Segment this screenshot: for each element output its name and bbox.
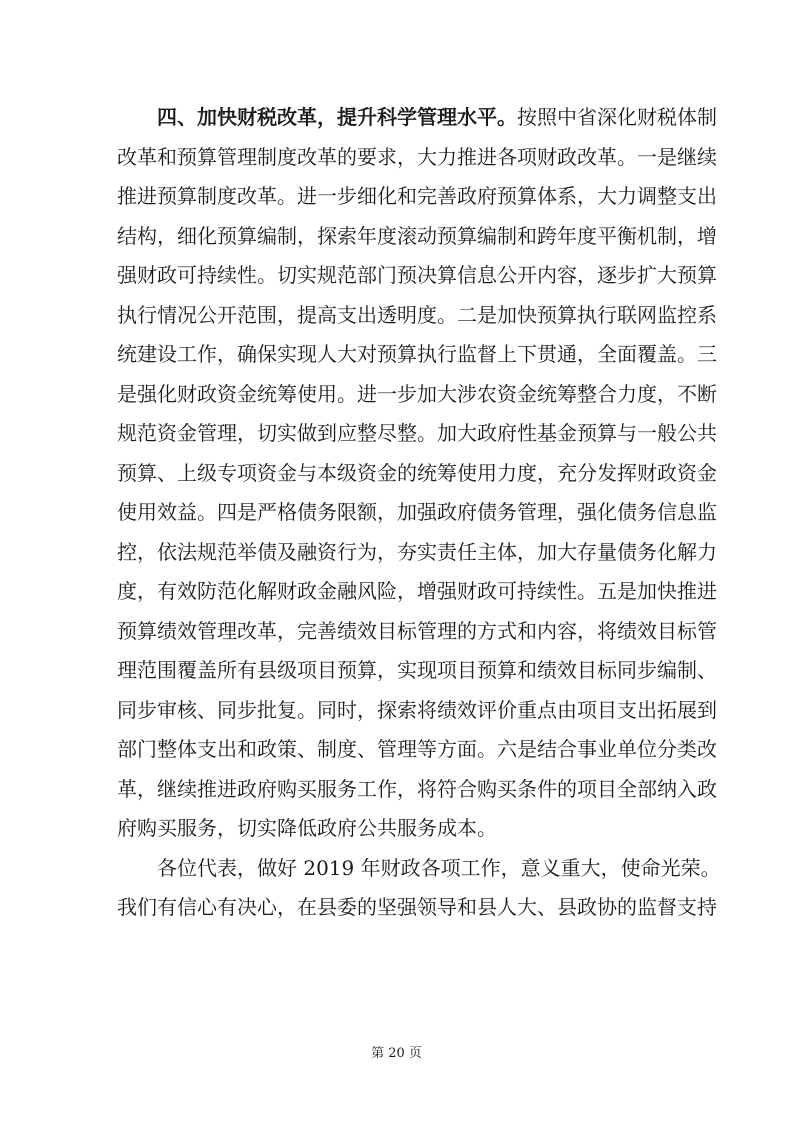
paragraph1-line: 理范围覆盖所有县级项目预算，实现项目预算和绩效目标同步编制、 [117,658,717,682]
paragraph1-line: 改革和预算管理制度改革的要求，大力推进各项财政改革。一是继续 [117,144,717,169]
paragraph2-line2: 我们有信心有决心，在县委的坚强领导和县人大、县政协的监督支持 [117,895,717,919]
paragraph1-line: 统建设工作，确保实现人大对预算执行监督上下贯通，全面覆盖。三 [117,342,717,366]
paragraph1-line: 部门整体支出和政策、制度、管理等方面。六是结合事业单位分类改 [117,737,717,761]
paragraph1-line: 使用效益。四是严格债务限额，加强政府债务管理，强化债务信息监 [117,500,717,524]
paragraph1-line: 同步审核、同步批复。同时，探索将绩效评价重点由项目支出拓展到 [117,697,717,722]
paragraph1-line: 推进预算制度改革。进一步细化和完善政府预算体系，大力调整支出 [117,184,717,208]
paragraph1-line: 预算绩效管理改革，完善绩效目标管理的方式和内容，将绩效目标管 [117,618,717,643]
section-heading: 四、加快财税改革，提升科学管理水平。 [157,105,517,129]
paragraph1-line: 革，继续推进政府购买服务工作，将符合购买条件的项目全部纳入政 [117,776,717,801]
page-number: 第 20 页 [371,1046,422,1061]
paragraph1-line: 控，依法规范举债及融资行为，夯实责任主体，加大存量债务化解力 [117,539,717,564]
paragraph1-line: 强财政可持续性。切实规范部门预决算信息公开内容，逐步扩大预算 [117,263,717,287]
paragraph1-line: 是强化财政资金统筹使用。进一步加大涉农资金统筹整合力度，不断 [117,381,717,406]
document-body [117,98,721,928]
paragraph1-line: 度，有效防范化解财政金融风险，增强财政可持续性。五是加快推进 [117,579,717,603]
paragraph2-line1: 各位代表，做好 2019 年财政各项工作，意义重大，使命光荣。 [157,855,721,880]
paragraph1-line: 规范资金管理，切实做到应整尽整。加大政府性基金预算与一般公共 [117,421,717,445]
paragraph1-line1 [117,98,717,138]
paragraph1-line1-rest: 按照中省深化财税体制 [517,105,717,129]
paragraph1-line: 执行情况公开范围，提高支出透明度。二是加快预算执行联网监控系 [117,302,717,327]
paragraph1-line-last: 府购买服务，切实降低政府公共服务成本。 [117,816,497,840]
paragraph1-line: 预算、上级专项资金与本级资金的统筹使用力度，充分发挥财政资金 [117,460,717,485]
paragraph1-line: 结构，细化预算编制，探索年度滚动预算编制和跨年度平衡机制，增 [117,223,717,248]
